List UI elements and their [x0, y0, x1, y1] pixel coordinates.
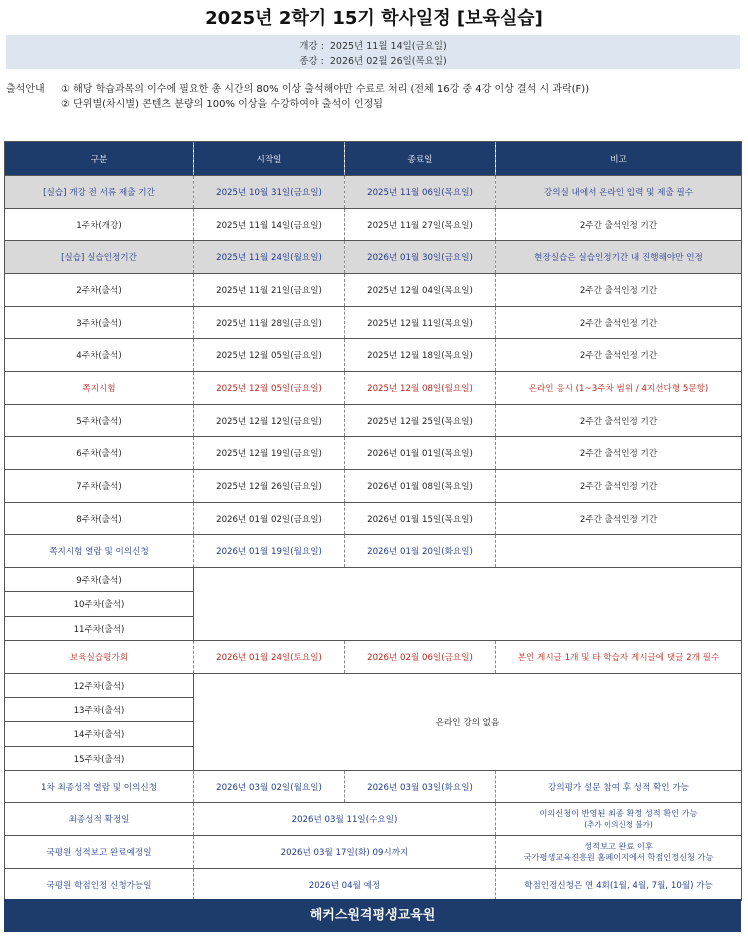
table-row	[5, 405, 742, 437]
empty-block	[194, 568, 742, 641]
row-note: 강의평가 설문 참여 후 성적 확인 가능	[496, 771, 742, 803]
row-label: 4주차(출석)	[5, 339, 194, 372]
open-label: 개강 :	[299, 41, 324, 52]
header-note: 비고	[496, 142, 742, 176]
row-note: 학점인정신청은 연 4회(1월, 4월, 7월, 10월) 가능	[496, 869, 742, 901]
row-end: 2025년 12월 25일(목요일)	[345, 405, 496, 437]
row-end: 2026년 01월 30일(금요일)	[345, 241, 496, 274]
page-title: 2025년 2학기 15기 학사일정 [보육실습]	[205, 8, 543, 29]
no-lecture-cell: 온라인 강의 없음	[194, 674, 742, 771]
row-start: 2025년 12월 19일(금요일)	[194, 437, 345, 470]
row-note: 강의실 내에서 온라인 입력 및 제출 필수	[496, 176, 742, 209]
row-note	[496, 803, 742, 836]
row-label: 3주차(출석)	[5, 307, 194, 339]
table-row	[5, 568, 742, 592]
row-end: 2025년 11월 27일(목요일)	[345, 209, 496, 241]
table-row	[5, 470, 742, 503]
week-label: 13주차(출석)	[5, 698, 194, 722]
row-end: 2026년 01월 20일(화요일)	[345, 535, 496, 568]
schedule-table	[4, 141, 742, 901]
row-end: 2026년 03월 03일(화요일)	[345, 771, 496, 803]
table-row	[5, 503, 742, 535]
close-label: 종강 :	[299, 56, 324, 67]
header-category: 구분	[5, 142, 194, 176]
table-row	[5, 209, 742, 241]
row-note: 2주간 출석인정 기간	[496, 274, 742, 307]
footer-brand: 해커스원격평생교육원	[4, 899, 741, 932]
row-end: 2025년 11월 06일(목요일)	[345, 176, 496, 209]
row-start: 2025년 12월 05일(금요일)	[194, 339, 345, 372]
row-end: 2025년 12월 04일(목요일)	[345, 274, 496, 307]
table-row	[5, 241, 742, 274]
row-end: 2025년 12월 11일(목요일)	[345, 307, 496, 339]
row-label: 8주차(출석)	[5, 503, 194, 535]
note-line: 국가평생교육진흥원 홈페이지에서 학점인정신청 가능	[523, 852, 714, 862]
row-label: 1차 최종성적 열람 및 이의신청	[5, 771, 194, 803]
row-end: 2025년 12월 08일(월요일)	[345, 372, 496, 405]
row-label: 2주차(출석)	[5, 274, 194, 307]
row-start: 2025년 11월 28일(금요일)	[194, 307, 345, 339]
row-label: 국평원 학점인정 신청가능일	[5, 869, 194, 901]
row-label: [실습] 실습인정기간	[5, 241, 194, 274]
row-start: 2026년 03월 02일(월요일)	[194, 771, 345, 803]
row-note: 2주간 출석인정 기간	[496, 470, 742, 503]
row-note: 2주간 출석인정 기간	[496, 209, 742, 241]
row-start: 2025년 11월 14일(금요일)	[194, 209, 345, 241]
table-row	[5, 641, 742, 674]
row-label: 5주차(출석)	[5, 405, 194, 437]
table-header-row	[5, 142, 742, 176]
table-row	[5, 274, 742, 307]
row-note: 2주간 출석인정 기간	[496, 405, 742, 437]
week-label: 9주차(출석)	[5, 568, 194, 592]
row-date: 2026년 03월 11일(수요일)	[194, 803, 496, 836]
row-end: 2026년 01월 01일(목요일)	[345, 437, 496, 470]
row-label: 최종성적 확정일	[5, 803, 194, 836]
row-label: 7주차(출석)	[5, 470, 194, 503]
row-start: 2026년 01월 19일(월요일)	[194, 535, 345, 568]
row-note: 2주간 출석인정 기간	[496, 307, 742, 339]
note-line: 성적보고 완료 이후	[584, 841, 653, 851]
table-row	[5, 674, 742, 698]
row-date: 2026년 04월 예정	[194, 869, 496, 901]
table-row	[5, 372, 742, 405]
row-note	[496, 836, 742, 869]
table-row	[5, 771, 742, 803]
row-note: 2주간 출석인정 기간	[496, 437, 742, 470]
row-end: 2026년 02월 06일(금요일)	[345, 641, 496, 674]
header-end: 종료일	[345, 142, 496, 176]
row-end: 2026년 01월 08일(목요일)	[345, 470, 496, 503]
row-start: 2025년 12월 12일(금요일)	[194, 405, 345, 437]
open-date: 2025년 11월 14일(금요일)	[329, 41, 447, 52]
row-start: 2025년 11월 24일(월요일)	[194, 241, 345, 274]
row-note: 현장실습은 실습인정기간 내 진행해야만 인정	[496, 241, 742, 274]
table-row	[5, 307, 742, 339]
week-label: 12주차(출석)	[5, 674, 194, 698]
note-line: (추가 이의신청 불가)	[584, 820, 653, 829]
table-row	[5, 437, 742, 470]
table-row	[5, 176, 742, 209]
row-end: 2025년 12월 18일(목요일)	[345, 339, 496, 372]
week-label: 11주차(출석)	[5, 617, 194, 641]
table-row	[5, 836, 742, 869]
notice-label: 출석안내	[6, 84, 45, 95]
row-note: 온라인 응시 (1~3주차 범위 / 4지선다형 5문항)	[496, 372, 742, 405]
row-start: 2026년 01월 02일(금요일)	[194, 503, 345, 535]
row-label: 보육실습평가회	[5, 641, 194, 674]
row-label: 6주차(출석)	[5, 437, 194, 470]
row-start: 2025년 12월 05일(금요일)	[194, 372, 345, 405]
week-label: 15주차(출석)	[5, 747, 194, 771]
row-label: [실습] 개강 전 서류 제출 기간	[5, 176, 194, 209]
table-row	[5, 803, 742, 836]
row-note: 본인 게시글 1개 및 타 학습자 게시글에 댓글 2개 필수	[496, 641, 742, 674]
row-note	[496, 535, 742, 568]
week-label: 14주차(출석)	[5, 722, 194, 747]
row-note: 2주간 출석인정 기간	[496, 339, 742, 372]
row-label: 쪽지시험 열람 및 이의신청	[5, 535, 194, 568]
row-start: 2025년 12월 26일(금요일)	[194, 470, 345, 503]
row-start: 2026년 01월 24일(토요일)	[194, 641, 345, 674]
header-start: 시작일	[194, 142, 345, 176]
row-end: 2026년 01월 15일(목요일)	[345, 503, 496, 535]
row-label: 국평원 성적보고 완료예정일	[5, 836, 194, 869]
row-label: 1주차(개강)	[5, 209, 194, 241]
notice-line-1: ① 해당 학습과목의 이수에 필요한 총 시간의 80% 이상 출석해야만 수료로 처리 (전체 16강 중 4강 이상 결석 시 과락(F))	[61, 84, 590, 95]
note-line: 이의신청이 반영된 최종 확정 성적 확인 가능	[539, 808, 698, 818]
table-row	[5, 869, 742, 901]
table-row	[5, 535, 742, 568]
week-label: 10주차(출석)	[5, 592, 194, 617]
open-date-line	[6, 38, 740, 52]
row-date: 2026년 03월 17일(화) 09시까지	[194, 836, 496, 869]
term-dates-box	[6, 35, 740, 69]
table-row	[5, 339, 742, 372]
notice-line-2: ② 단위별(차시별) 콘텐츠 분량의 100% 이상을 수강하여야 출석이 인정됨	[61, 99, 383, 110]
row-note: 2주간 출석인정 기간	[496, 503, 742, 535]
row-start: 2025년 10월 31일(금요일)	[194, 176, 345, 209]
close-date-line	[6, 53, 740, 67]
close-date: 2026년 02월 26일(목요일)	[329, 56, 447, 67]
row-label: 쪽지시험	[5, 372, 194, 405]
row-start: 2025년 11월 21일(금요일)	[194, 274, 345, 307]
